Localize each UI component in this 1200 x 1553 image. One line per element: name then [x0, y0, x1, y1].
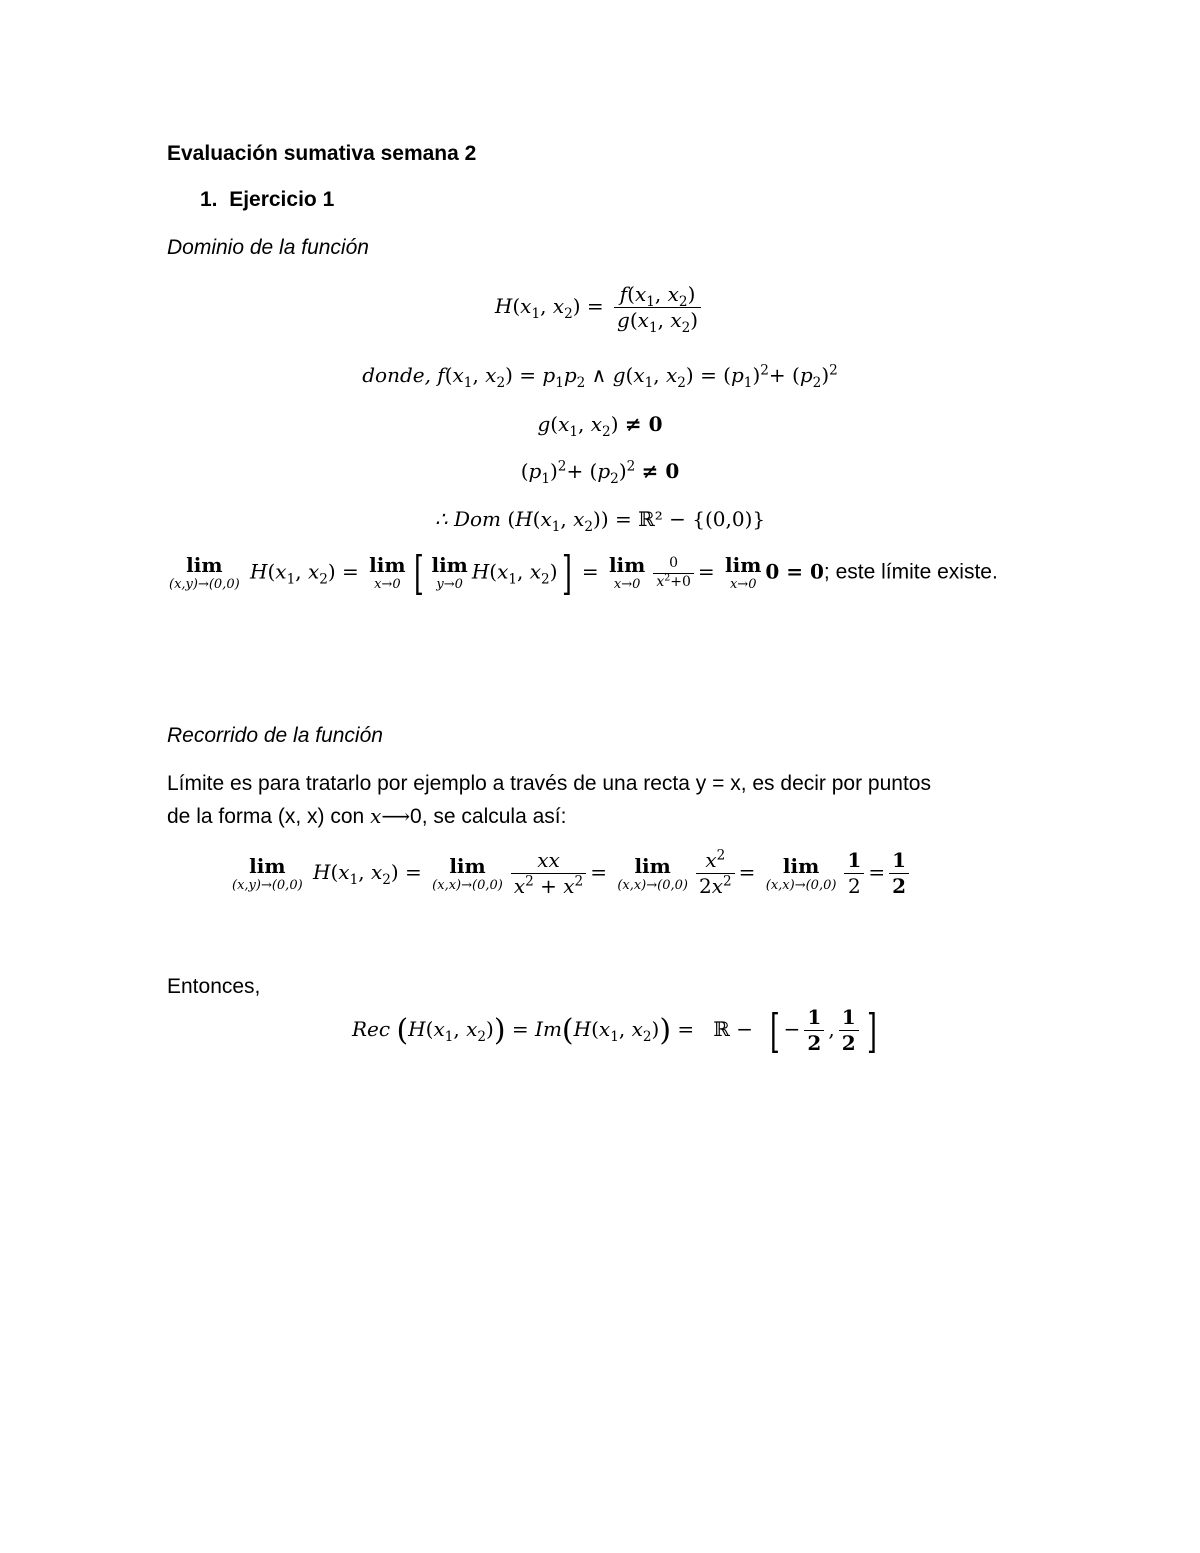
subtitle-recorrido: Recorrido de la función [167, 724, 383, 747]
paragraph-line-2: de la forma (x, x) con x⟶0, se calcula así: [167, 804, 567, 828]
equation-definitions: donde, $f(x_1$, $x_2) = p_1p_2$ ∧ $g(x_1$, $x_2) = (p_1)^2+ (p_2)^2$ [362, 362, 838, 391]
limit-conclusion: ; este límite existe. [823, 560, 998, 584]
page-title: Evaluación sumativa semana 2 [167, 142, 477, 165]
equation-donde-label: donde, [362, 363, 438, 387]
domain-result: ℝ² − {(0,0)} [638, 507, 766, 531]
section-heading [200, 188, 334, 212]
section-number: 1. [200, 188, 218, 211]
equation-g-not-zero: $g(x_1$, $x_2) \ne 0$ [537, 412, 663, 440]
paragraph-line-1: Límite es para tratarlo por ejemplo a través de una recta y = x, es decir por puntos [167, 772, 931, 795]
equation-range: Rec ($H(x_1$, $x_2)) = Im(H(x_1$, $x_2$)) = ℝ − [ − $\frac{1}{2}$ , $\frac{1}{2}$ ] [352, 1003, 877, 1058]
equation-sum-not-zero: $(p_1)^2+ (p_2)^2 \ne 0$ [520, 458, 680, 487]
limit-operator: lim (x,y)→(0,0) [169, 553, 240, 592]
equation-path-limit: lim (x,y)→(0,0) $H(x_1$, $x_2$) = lim (x,x)→(0,0) $\frac{xx}{x^2 + x^2}$ = lim (x,x)→(0,0) $\frac{x^2}{2x^2}$ = lim (x,x)→(0,0) $\frac{1}{2}$ = $\frac{1}{2}$ [228, 848, 913, 899]
range-upper-bound: $\frac{1}{2}$ [839, 1005, 859, 1056]
fraction-half: $\frac{1}{2}$ [844, 848, 864, 899]
fraction-f-over-g: $\frac{f(x_1, x_2)}{g(x_1, x_2)}$ [614, 282, 701, 333]
section-label: Ejercicio 1 [229, 188, 335, 211]
subtitle-dominio: Dominio de la función [167, 236, 369, 259]
equation-iterated-limit: lim (x,y)→(0,0) $H(x_1$, $x_2$) = lim x→0 [ lim y→0 $H(x_1$, $x_2$)] = lim x→0 $\frac{0}{x^2+0}$ = lim x→0 0 = 0; este límite existe. [169, 546, 998, 600]
equation-h-definition: $H(x_1$, $x_2$) = $\frac{f(x_1, x_2)}{g(x_1, x_2)}$ [0, 282, 1200, 333]
fraction-half-result: $\frac{1}{2}$ [889, 848, 909, 899]
fraction-zero-over: $\frac{0}{x^2+0}$ [653, 555, 694, 591]
fraction-xx: $\frac{xx}{x^2 + x^2}$ [511, 848, 586, 899]
equation-domain: ∴ Dom ($H(x_1$, $x_2$)) = ℝ² − {(0,0)} [434, 507, 766, 535]
entonces-label: Entonces, [167, 975, 261, 998]
fraction-x2: $\frac{x^2}{2x^2}$ [696, 848, 735, 899]
range-lower-bound: $\frac{1}{2}$ [804, 1005, 824, 1056]
